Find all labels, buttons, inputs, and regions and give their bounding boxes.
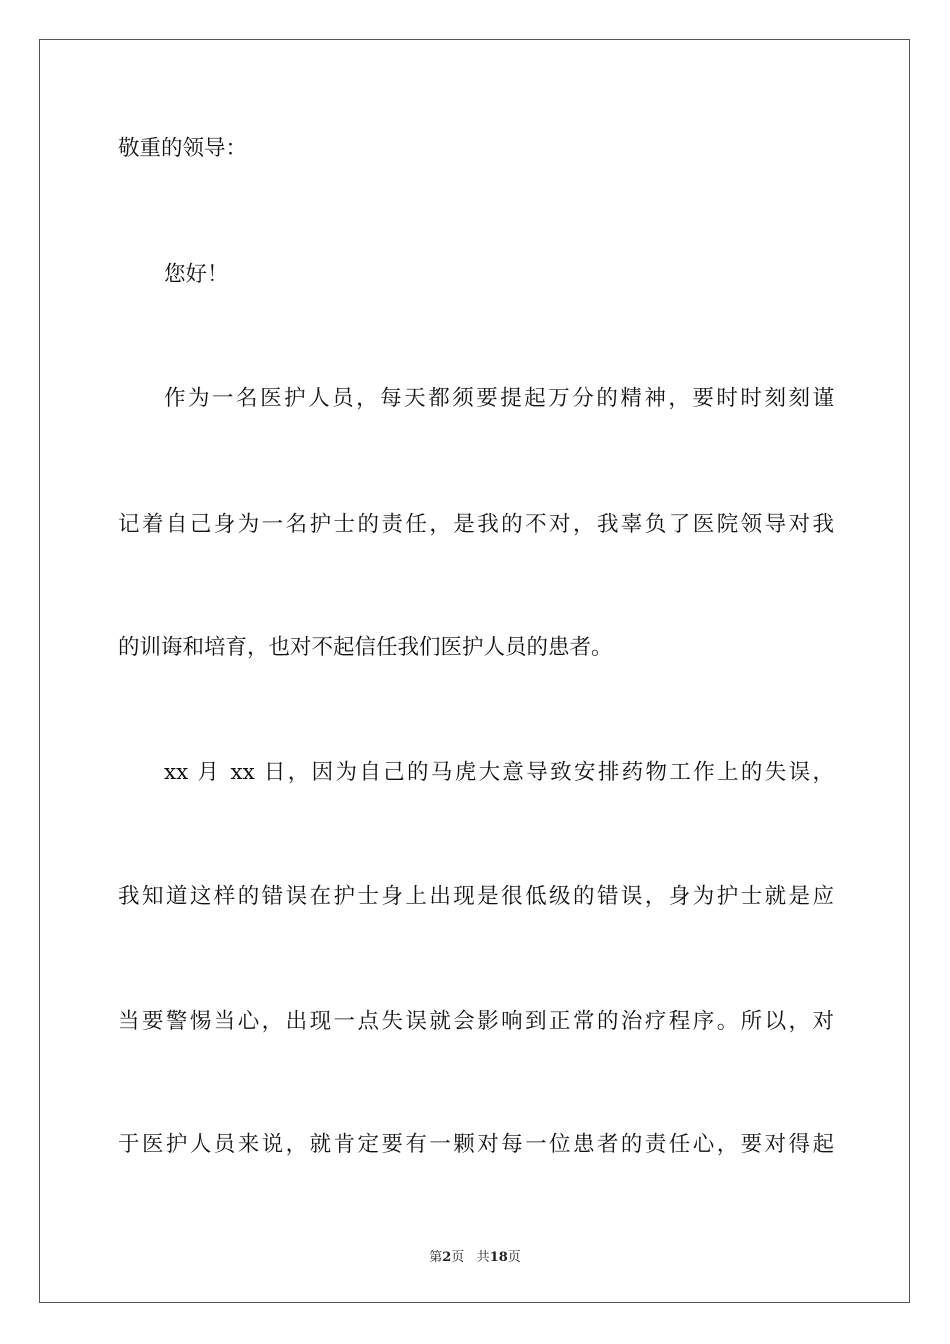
greeting: 您好！	[164, 262, 229, 287]
footer-total-suffix: 页	[507, 1250, 521, 1265]
salutation: 敬重的领导：	[118, 136, 248, 161]
paragraph-2-line-3: 当要警惕当心，出现一点失误就会影响到正常的治疗程序。所以，对	[118, 1009, 834, 1034]
footer-page-number: 2	[442, 1250, 452, 1265]
paragraph-1-line-1: 作为一名医护人员，每天都须要提起万分的精神，要时时刻刻谨	[164, 386, 834, 411]
paragraph-2-line-1: xx 月 xx 日，因为自己的马虎大意导致安排药物工作上的失误，	[164, 760, 834, 785]
footer-page-prefix: 第	[429, 1250, 443, 1265]
paragraph-1-line-3: 的训诲和培育，也对不起信任我们医护人员的患者。	[118, 635, 613, 660]
footer-total-prefix: 共	[476, 1250, 490, 1265]
footer-page-suffix: 页	[451, 1250, 465, 1265]
footer-total-pages: 18	[489, 1250, 508, 1265]
paragraph-2-line-4: 于医护人员来说，就肯定要有一颗对每一位患者的责任心，要对得起	[118, 1132, 834, 1157]
page-border	[39, 39, 910, 1303]
page-footer	[0, 1246, 950, 1265]
paragraph-2-line-2: 我知道这样的错误在护士身上出现是很低级的错误，身为护士就是应	[118, 884, 834, 909]
paragraph-1-line-2: 记着自己身为一名护士的责任，是我的不对，我辜负了医院领导对我	[118, 512, 834, 537]
